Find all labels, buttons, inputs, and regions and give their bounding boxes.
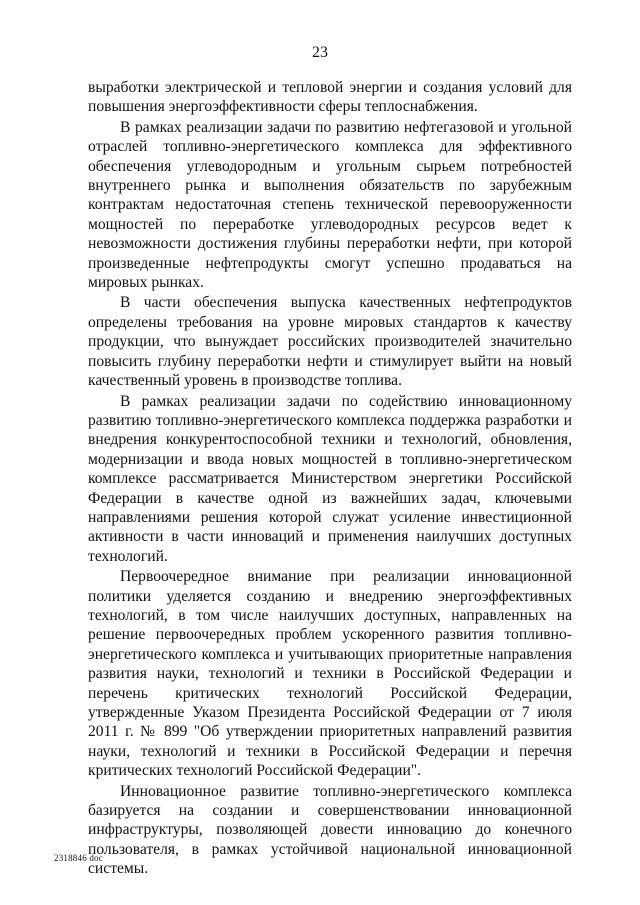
paragraph-innovation-support: В рамках реализации задачи по содействию инновационному развитию топливно-энергетического комплекса поддержка разработки и внедрения конкурентоспособной техники и технологий, обновления, модернизации и ввода новых мощностей в топливно-энергетическом комплексе рассматривается Министерством энергетики Российской Федерации в качестве одной из важнейших задач, ключевыми направлениями решения которой служат усиление инвестиционной активности в части инноваций и применения наилучших доступных технологий. [88, 392, 572, 565]
paragraph-oil-gas-coal: В рамках реализации задачи по развитию нефтегазовой и угольной отраслей топливно-энергетического комплекса для эффективного обеспечения углеводородным и угольным сырьем потребностей внутреннего рынка и выполнения обязательств по зарубежным контрактам недостаточная степень технической перевооруженности мощностей по переработке углеводородных ресурсов ведет к невозможности достижения глубины переработки нефти, при которой произведенные нефтепродукты смогут успешно продаваться на мировых рынках. [88, 118, 572, 292]
page-number: 23 [312, 44, 328, 61]
paragraph-petroleum-products-quality: В части обеспечения выпуска качественных нефтепродуктов определены требования на уровне мировых стандартов к качеству продукции, что вынуждает российских производителей значительно повысить глубину переработки нефти и стимулирует выйти на новый качественный уровень в производстве топлива. [88, 294, 572, 390]
document-body [88, 78, 572, 879]
paragraph-innovation-infrastructure: Инновационное развитие топливно-энергетического комплекса базируется на создании и совершенствовании инновационной инфраструктуры, позволяющей довести инновацию до конечного пользователя, в рамках устойчивой национальной инновационной системы. [88, 782, 572, 878]
paragraph-continuation: выработки электрической и тепловой энергии и создания условий для повышения энергоэффективности сферы теплоснабжения. [88, 79, 572, 116]
document-id: 2318846 doc [54, 853, 103, 863]
paragraph-innovation-policy: Первоочередное внимание при реализации инновационной политики уделяется созданию и внедрению энергоэффективных технологий, в том числе наилучших доступных, направленных на решение первоочередных проблем ускоренного развития топливно-энергетического комплекса и учитывающих приоритетные направления развития науки, технологий и техники в Российской Федерации и перечень критических технологий Российской Федерации, утвержденные Указом Президента Российской Федерации от 7 июля 2011 г. № 899 "Об утверждении приоритетных направлений развития науки, технологий и техники в Российской Федерации и перечня критических технологий Российской Федерации". [88, 568, 572, 780]
